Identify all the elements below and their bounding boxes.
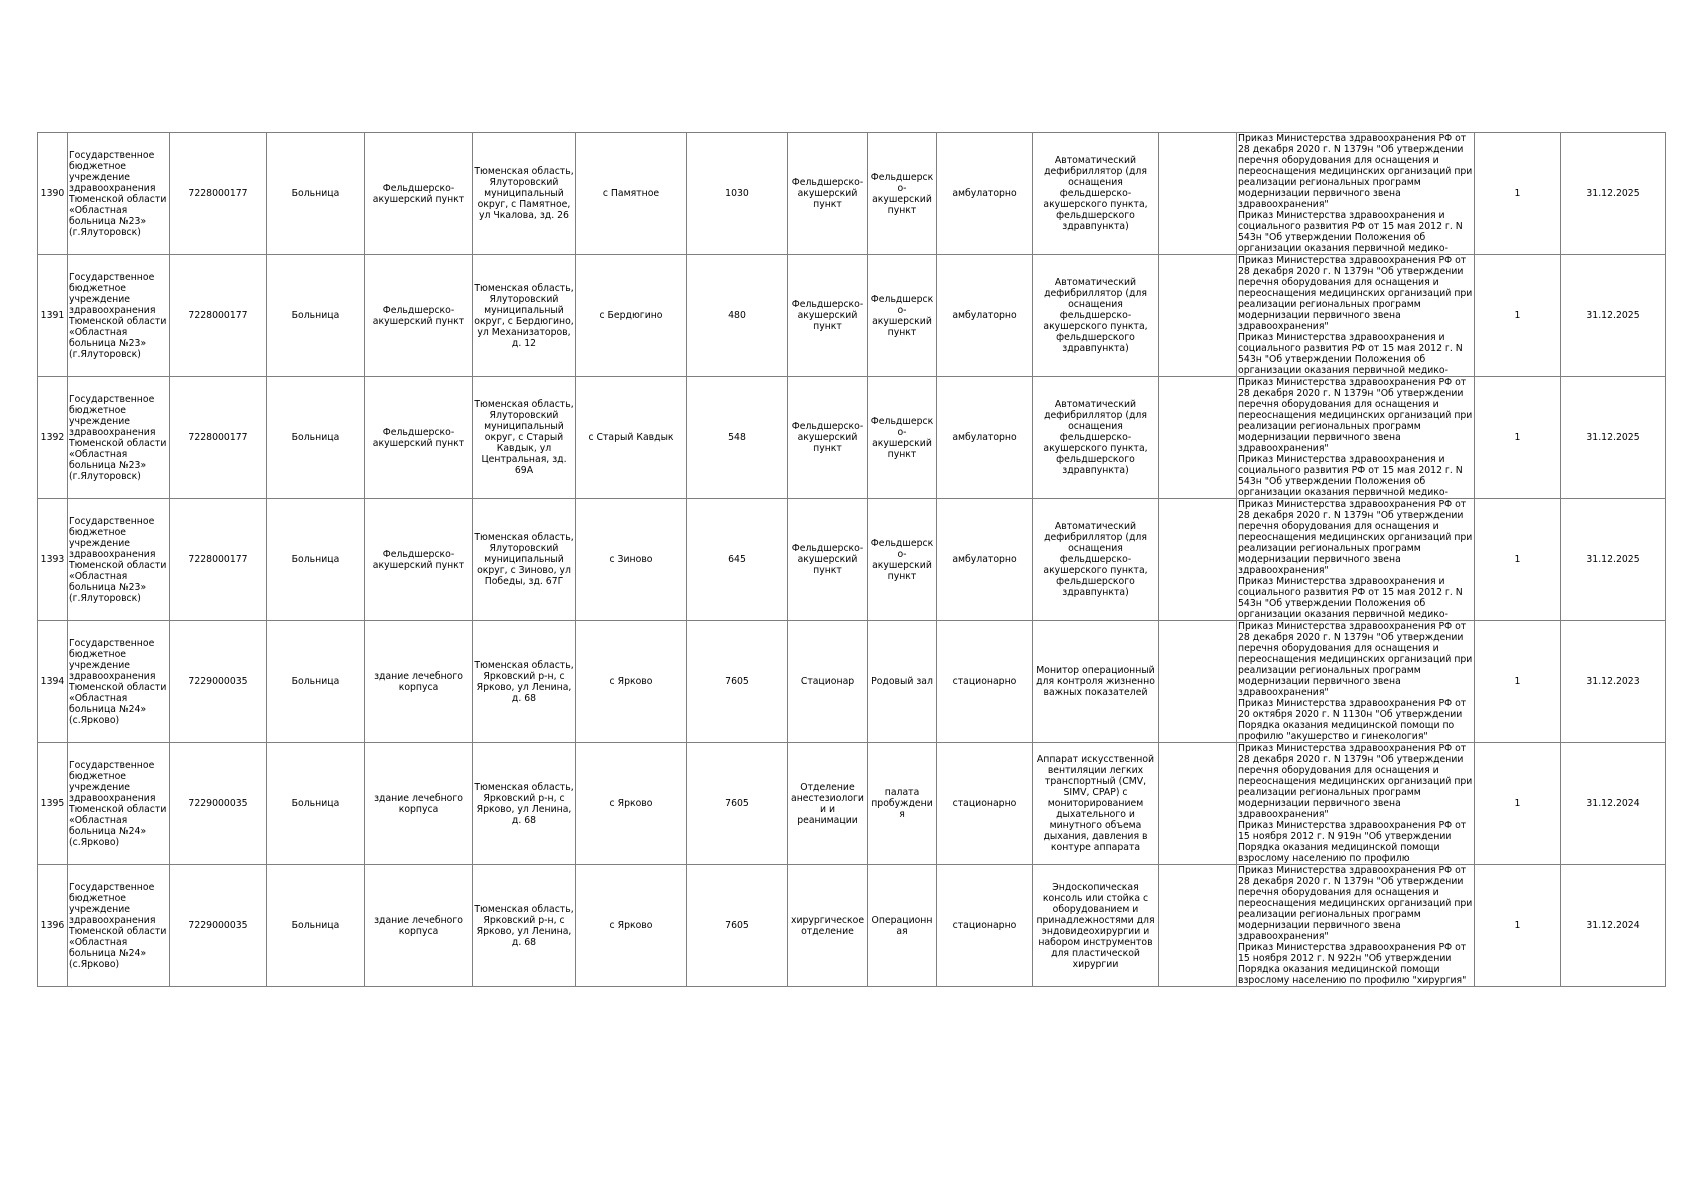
- legal-basis-cell: [1237, 499, 1475, 621]
- quantity-cell: 1: [1475, 743, 1561, 865]
- equipment-cell: Монитор операционный для контроля жизненно важных показателей: [1033, 621, 1159, 743]
- care-form-cell: амбулаторно: [937, 255, 1033, 377]
- deadline-date-cell: 31.12.2023: [1561, 621, 1666, 743]
- empty-cell: [1159, 377, 1237, 499]
- deadline-date-cell: 31.12.2025: [1561, 499, 1666, 621]
- care-form-cell: стационарно: [937, 621, 1033, 743]
- legal-basis-cell: [1237, 621, 1475, 743]
- deadline-date-cell: 31.12.2024: [1561, 743, 1666, 865]
- building-cell: Фельдшерско-акушерский пункт: [365, 133, 473, 255]
- legal-basis-cell: [1237, 377, 1475, 499]
- room-cell: палата пробуждени я: [868, 743, 937, 865]
- care-form-cell: амбулаторно: [937, 499, 1033, 621]
- locality-cell: с Ярково: [576, 621, 687, 743]
- equipment-cell: Автоматический дефибриллятор (для оснащения фельдшерско-акушерского пункта, фельдшерского здравпункта): [1033, 377, 1159, 499]
- empty-cell: [1159, 621, 1237, 743]
- quantity-cell: 1: [1475, 133, 1561, 255]
- quantity-cell: 1: [1475, 255, 1561, 377]
- department-cell: Отделение анестезиологи и и реанимации: [788, 743, 868, 865]
- org-type-cell: Больница: [267, 499, 365, 621]
- deadline-date-cell: 31.12.2025: [1561, 377, 1666, 499]
- quantity-cell: 1: [1475, 865, 1561, 987]
- building-cell: здание лечебного корпуса: [365, 865, 473, 987]
- org-code-cell: 7229000035: [170, 743, 267, 865]
- table-row: [38, 377, 1666, 499]
- locality-cell: с Зиново: [576, 499, 687, 621]
- room-cell: Фельдшерск о-акушерский пункт: [868, 255, 937, 377]
- org-code-cell: 7228000177: [170, 377, 267, 499]
- legal-basis-text: [1238, 865, 1473, 986]
- org-type-cell: Больница: [267, 133, 365, 255]
- quantity-cell: 1: [1475, 621, 1561, 743]
- population-cell: 7605: [687, 621, 788, 743]
- population-cell: 548: [687, 377, 788, 499]
- organization-cell: Государственное бюджетное учреждение здравоохранения Тюменской области «Областная больница №23» (г.Ялуторовск): [68, 255, 170, 377]
- quantity-cell: 1: [1475, 499, 1561, 621]
- org-code-cell: 7229000035: [170, 865, 267, 987]
- locality-cell: с Памятное: [576, 133, 687, 255]
- building-cell: Фельдшерско-акушерский пункт: [365, 377, 473, 499]
- building-cell: Фельдшерско-акушерский пункт: [365, 499, 473, 621]
- legal-basis-text: [1238, 133, 1473, 254]
- population-cell: 480: [687, 255, 788, 377]
- care-form-cell: амбулаторно: [937, 377, 1033, 499]
- equipment-cell: Эндоскопическая консоль или стойка с оборудованием и принадлежностями для эндовидеохирургии и набором инструментов для пластической хирургии: [1033, 865, 1159, 987]
- population-cell: 7605: [687, 743, 788, 865]
- organization-cell: Государственное бюджетное учреждение здравоохранения Тюменской области «Областная больница №23» (г.Ялуторовск): [68, 499, 170, 621]
- org-code-cell: 7228000177: [170, 255, 267, 377]
- org-type-cell: Больница: [267, 377, 365, 499]
- legal-basis-cell: [1237, 865, 1475, 987]
- legal-basis-cell: [1237, 743, 1475, 865]
- care-form-cell: амбулаторно: [937, 133, 1033, 255]
- address-cell: Тюменская область, Ярковский р-н, с Ярково, ул Ленина, д. 68: [473, 865, 576, 987]
- legal-basis-label: Приказ Министерства здравоохранения РФ от 28 декабря 2020 г. N 1379н "Об утверждении перечня оборудования для оснащения и переоснащения медицинских организаций при реализации региональных программ модернизации первичного звена здравоохранения" Приказ Министерства здравоохранения и социального развития РФ от 15 мая 2012 г. N 543н "Об утверждении Положения об организации оказания первичной медико-: [1238, 499, 1473, 620]
- legal-basis-text: [1238, 255, 1473, 376]
- legal-basis-label: Приказ Министерства здравоохранения РФ от 28 декабря 2020 г. N 1379н "Об утверждении перечня оборудования для оснащения и переоснащения медицинских организаций при реализации региональных программ модернизации первичного звена здравоохранения" Приказ Министерства здравоохранения РФ от 20 октября 2020 г. N 1130н "Об утверждении Порядка оказания медицинской помощи по профилю "акушерство и гинекология": [1238, 621, 1473, 742]
- org-type-cell: Больница: [267, 743, 365, 865]
- room-cell: Операционн ая: [868, 865, 937, 987]
- equipment-cell: Автоматический дефибриллятор (для оснащения фельдшерско-акушерского пункта, фельдшерского здравпункта): [1033, 499, 1159, 621]
- empty-cell: [1159, 499, 1237, 621]
- row-number-cell: 1390: [38, 133, 68, 255]
- equipment-cell: Аппарат искусственной вентиляции легких транспортный (CMV, SIMV, CPAP) с мониторированием дыхательного и минутного объема дыхания, давления в контуре аппарата: [1033, 743, 1159, 865]
- table-row: [38, 255, 1666, 377]
- table-row: [38, 621, 1666, 743]
- organization-cell: Государственное бюджетное учреждение здравоохранения Тюменской области «Областная больница №24» (с.Ярково): [68, 621, 170, 743]
- org-code-cell: 7228000177: [170, 499, 267, 621]
- care-form-cell: стационарно: [937, 743, 1033, 865]
- legal-basis-text: [1238, 377, 1473, 498]
- equipment-table: [37, 132, 1666, 987]
- quantity-cell: 1: [1475, 377, 1561, 499]
- address-cell: Тюменская область, Ярковский р-н, с Ярково, ул Ленина, д. 68: [473, 743, 576, 865]
- empty-cell: [1159, 133, 1237, 255]
- locality-cell: с Старый Кавдык: [576, 377, 687, 499]
- empty-cell: [1159, 865, 1237, 987]
- empty-cell: [1159, 255, 1237, 377]
- legal-basis-label: Приказ Министерства здравоохранения РФ от 28 декабря 2020 г. N 1379н "Об утверждении перечня оборудования для оснащения и переоснащения медицинских организаций при реализации региональных программ модернизации первичного звена здравоохранения" Приказ Министерства здравоохранения РФ от 15 ноября 2012 г. N 919н "Об утверждении Порядка оказания медицинской помощи взрослому населению по профилю: [1238, 743, 1473, 864]
- department-cell: Фельдшерско-акушерский пункт: [788, 499, 868, 621]
- empty-cell: [1159, 743, 1237, 865]
- department-cell: Фельдшерско-акушерский пункт: [788, 377, 868, 499]
- building-cell: здание лечебного корпуса: [365, 621, 473, 743]
- equipment-cell: Автоматический дефибриллятор (для оснащения фельдшерско-акушерского пункта, фельдшерского здравпункта): [1033, 133, 1159, 255]
- room-cell: Фельдшерск о-акушерский пункт: [868, 499, 937, 621]
- address-cell: Тюменская область, Ялуторовский муниципальный округ, с Старый Кавдык, ул Центральная, зд. 69А: [473, 377, 576, 499]
- deadline-date-cell: 31.12.2025: [1561, 133, 1666, 255]
- legal-basis-label: Приказ Министерства здравоохранения РФ от 28 декабря 2020 г. N 1379н "Об утверждении перечня оборудования для оснащения и переоснащения медицинских организаций при реализации региональных программ модернизации первичного звена здравоохранения" Приказ Министерства здравоохранения и социального развития РФ от 15 мая 2012 г. N 543н "Об утверждении Положения об организации оказания первичной медико-: [1238, 133, 1473, 254]
- organization-cell: Государственное бюджетное учреждение здравоохранения Тюменской области «Областная больница №24» (с.Ярково): [68, 743, 170, 865]
- table-row: [38, 133, 1666, 255]
- room-cell: Фельдшерск о-акушерский пункт: [868, 377, 937, 499]
- legal-basis-label: Приказ Министерства здравоохранения РФ от 28 декабря 2020 г. N 1379н "Об утверждении перечня оборудования для оснащения и переоснащения медицинских организаций при реализации региональных программ модернизации первичного звена здравоохранения" Приказ Министерства здравоохранения и социального развития РФ от 15 мая 2012 г. N 543н "Об утверждении Положения об организации оказания первичной медико-: [1238, 377, 1473, 498]
- department-cell: Фельдшерско-акушерский пункт: [788, 133, 868, 255]
- building-cell: здание лечебного корпуса: [365, 743, 473, 865]
- org-type-cell: Больница: [267, 865, 365, 987]
- row-number-cell: 1392: [38, 377, 68, 499]
- department-cell: Фельдшерско-акушерский пункт: [788, 255, 868, 377]
- organization-cell: Государственное бюджетное учреждение здравоохранения Тюменской области «Областная больница №23» (г.Ялуторовск): [68, 133, 170, 255]
- legal-basis-text: [1238, 621, 1473, 742]
- address-cell: Тюменская область, Ялуторовский муниципальный округ, с Бердюгино, ул Механизаторов, д. 12: [473, 255, 576, 377]
- care-form-cell: стационарно: [937, 865, 1033, 987]
- row-number-cell: 1396: [38, 865, 68, 987]
- row-number-cell: 1393: [38, 499, 68, 621]
- org-type-cell: Больница: [267, 621, 365, 743]
- equipment-cell: Автоматический дефибриллятор (для оснащения фельдшерско-акушерского пункта, фельдшерского здравпункта): [1033, 255, 1159, 377]
- deadline-date-cell: 31.12.2025: [1561, 255, 1666, 377]
- locality-cell: с Бердюгино: [576, 255, 687, 377]
- organization-cell: Государственное бюджетное учреждение здравоохранения Тюменской области «Областная больница №23» (г.Ялуторовск): [68, 377, 170, 499]
- room-cell: Родовый зал: [868, 621, 937, 743]
- legal-basis-cell: [1237, 255, 1475, 377]
- row-number-cell: 1395: [38, 743, 68, 865]
- org-code-cell: 7229000035: [170, 621, 267, 743]
- locality-cell: с Ярково: [576, 865, 687, 987]
- population-cell: 645: [687, 499, 788, 621]
- org-type-cell: Больница: [267, 255, 365, 377]
- table-row: [38, 865, 1666, 987]
- department-cell: хирургическое отделение: [788, 865, 868, 987]
- organization-cell: Государственное бюджетное учреждение здравоохранения Тюменской области «Областная больница №24» (с.Ярково): [68, 865, 170, 987]
- row-number-cell: 1391: [38, 255, 68, 377]
- population-cell: 1030: [687, 133, 788, 255]
- row-number-cell: 1394: [38, 621, 68, 743]
- address-cell: Тюменская область, Ярковский р-н, с Ярково, ул Ленина, д. 68: [473, 621, 576, 743]
- legal-basis-text: [1238, 743, 1473, 864]
- building-cell: Фельдшерско-акушерский пункт: [365, 255, 473, 377]
- legal-basis-label: Приказ Министерства здравоохранения РФ от 28 декабря 2020 г. N 1379н "Об утверждении перечня оборудования для оснащения и переоснащения медицинских организаций при реализации региональных программ модернизации первичного звена здравоохранения" Приказ Министерства здравоохранения и социального развития РФ от 15 мая 2012 г. N 543н "Об утверждении Положения об организации оказания первичной медико-: [1238, 255, 1473, 376]
- table-row: [38, 743, 1666, 865]
- spreadsheet-page: [37, 132, 1665, 994]
- department-cell: Стационар: [788, 621, 868, 743]
- legal-basis-cell: [1237, 133, 1475, 255]
- deadline-date-cell: 31.12.2024: [1561, 865, 1666, 987]
- legal-basis-text: [1238, 499, 1473, 620]
- table-row: [38, 499, 1666, 621]
- table-body: [38, 133, 1666, 987]
- population-cell: 7605: [687, 865, 788, 987]
- room-cell: Фельдшерск о-акушерский пункт: [868, 133, 937, 255]
- locality-cell: с Ярково: [576, 743, 687, 865]
- address-cell: Тюменская область, Ялуторовский муниципальный округ, с Памятное, ул Чкалова, зд. 26: [473, 133, 576, 255]
- org-code-cell: 7228000177: [170, 133, 267, 255]
- legal-basis-label: Приказ Министерства здравоохранения РФ от 28 декабря 2020 г. N 1379н "Об утверждении перечня оборудования для оснащения и переоснащения медицинских организаций при реализации региональных программ модернизации первичного звена здравоохранения" Приказ Министерства здравоохранения РФ от 15 ноября 2012 г. N 922н "Об утверждении Порядка оказания медицинской помощи взрослому населению по профилю "хирургия": [1238, 865, 1473, 986]
- address-cell: Тюменская область, Ялуторовский муниципальный округ, с Зиново, ул Победы, зд. 67Г: [473, 499, 576, 621]
